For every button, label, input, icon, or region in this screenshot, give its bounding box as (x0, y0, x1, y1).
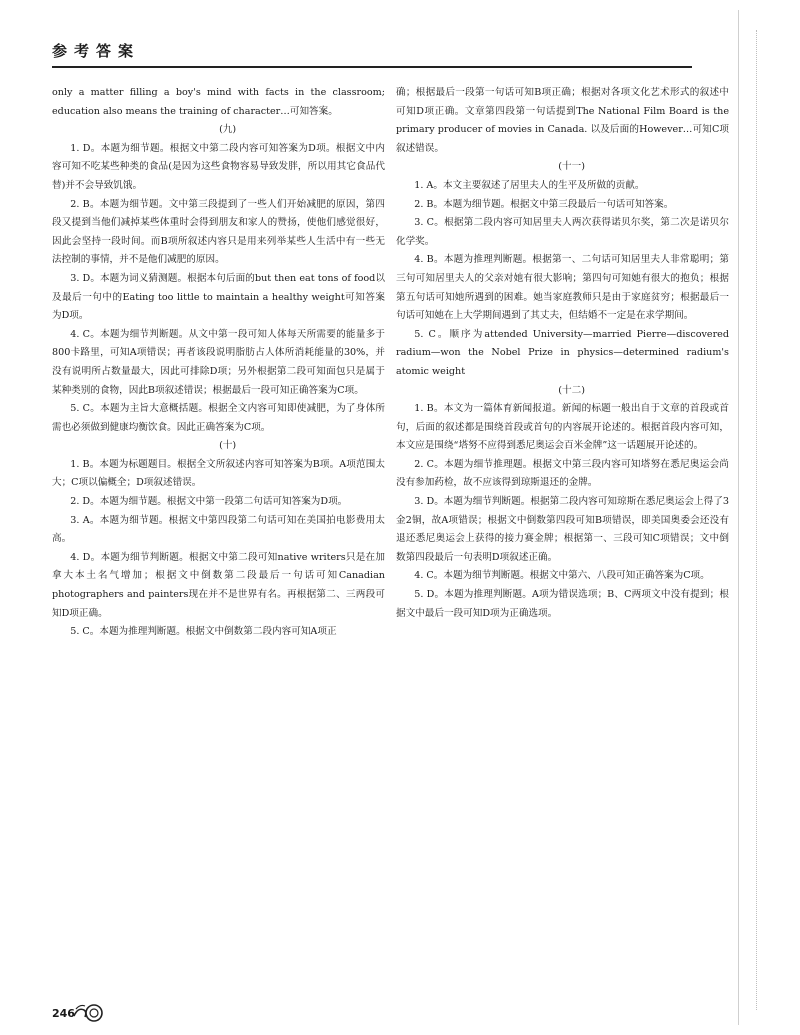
answer-paragraph: 2. B。本题为细节题。根据文中第三段最后一句话可知答案。 (414, 198, 674, 210)
answer-paragraph: 3. C。根据第二段内容可知居里夫人两次获得诺贝尔奖，第二次是诺贝尔化学奖。 (396, 217, 729, 247)
answer-paragraph: 1. B。本文为一篇体育新闻报道。新闻的标题一般出自于文章的首段或首句，后面的叙述都是围绕首段或首句的内容展开论述的。根据首段内容可知，本文应是围绕“塔努不应得到悉尼奥运会百米金牌”这一话题展开论述的。 (396, 403, 729, 452)
answer-paragraph: 确；根据最后一段第一句话可知B项正确；根据对各项文化艺术形式的叙述中可知D项正确。文章第四段第一句话提到The National Film Board is the primary producer of movies in Canada. 以及后面的However…可知C项叙述错误。 (396, 87, 729, 154)
answer-paragraph: 5. C。本题为推理判断题。根据文中倒数第二段内容可知A项正 (70, 626, 337, 638)
page-number: 246 (52, 1007, 75, 1020)
scan-edge-line (738, 10, 739, 1025)
answer-paragraph: 3. A。本题为细节题。根据文中第四段第二句话可知在美国拍电影费用太高。 (52, 514, 385, 545)
publisher-logo-icon (72, 1001, 106, 1023)
section-title: (十) (219, 440, 237, 452)
header-rule (52, 66, 692, 68)
section-title: (九) (219, 124, 237, 136)
answer-paragraph: 2. B。本题为细节题。文中第三段提到了一些人们开始减肥的原因，第四段又提到当他们减掉某些体重时会得到朋友和家人的赞扬，使他们感觉很好，因此会坚持一段时间。而B项所叙述内容只是用来列举某些人生活中有一些无法控制的事情，并不是他们减肥的原因。 (52, 198, 385, 266)
answer-paragraph: 1. B。本题为标题题目。根据全文所叙述内容可知答案为B项。A项范围太大；C项以偏概全；D项叙述错误。 (52, 458, 385, 489)
scan-edge-line (756, 30, 757, 1010)
section-title: (十一) (558, 161, 585, 173)
answer-paragraph: 5. C。本题为主旨大意概括题。根据全文内容可知即使减肥，为了身体所需也必须做到健康均衡饮食。因此正确答案为C项。 (52, 403, 385, 433)
answer-paragraph: 1. D。本题为细节题。根据文中第二段内容可知答案为D项。根据文中内容可知不吃某些种类的食品(是因为这些食物容易导致发胖，所以用其它食品代替)并不会导致饥饿。 (52, 142, 385, 191)
answer-paragraph: only a matter filling a boy's mind with facts in the classroom; education also means the training of character…可知答案。 (52, 87, 385, 117)
right-column (396, 84, 729, 623)
answer-paragraph: 4. C。本题为细节判断题。根据文中第六、八段可知正确答案为C项。 (414, 570, 710, 582)
answer-paragraph: 4. B。本题为推理判断题。根据第一、二句话可知居里夫人非常聪明；第三句可知居里夫人的父亲对她有很大影响；第四句可知她有很大的抱负；根据第五句话可知她所遇到的困难。她当家庭教师只是由于家庭贫穷；根据最后一句话可知她在上大学期间遇到了其丈夫，但结婚不一定是在求学期间。 (396, 254, 729, 322)
section-title: (十二) (558, 384, 585, 396)
answer-paragraph: 2. D。本题为细节题。根据文中第一段第二句话可知答案为D项。 (70, 496, 348, 508)
answer-paragraph: 5. D。本题为推理判断题。A项为错误选项；B、C两项文中没有提到；根据文中最后一段可知D项为正确选项。 (396, 589, 729, 619)
running-header: 参考答案 (52, 42, 141, 60)
answer-paragraph: 3. D。本题为细节判断题。根据第二段内容可知琼斯在悉尼奥运会上得了3金2铜，故A项错误；根据文中倒数第四段可知B项错误，即美国奥委会还没有退还悉尼奥运会上获得的接力赛金牌；根据第一、三段可知C项错误；文中倒数第四段最后一句表明D项叙述正确。 (396, 496, 729, 563)
left-column (52, 84, 385, 642)
answer-paragraph: 1. A。本文主要叙述了居里夫人的生平及所做的贡献。 (414, 179, 645, 191)
answer-paragraph: 4. C。本题为细节判断题。从文中第一段可知人体每天所需要的能量多于800卡路里，可知A项错误；再者该段说明脂肪占人体所消耗能量的30%，并没有说明所占数量最大，因此可排除D项；另外根据第二段可知面包只是属于某种类别的食物，因此B项叙述错误；根据最后一段可知正确答案为C项。 (52, 328, 385, 396)
answer-paragraph: 5. C。顺序为attended University—married Pierre—discovered radium—won the Nobel Prize in physics—determined radium's atomic weight (396, 328, 729, 377)
answer-paragraph: 2. C。本题为细节推理题。根据文中第三段内容可知塔努在悉尼奥运会尚没有参加药检，故不应该得到琼斯退还的金牌。 (396, 458, 729, 489)
answer-paragraph: 4. D。本题为细节判断题。根据文中第二段可知native writers只是在加拿大本土名气增加；根据文中倒数第二段最后一句话可知Canadian photographers and painters现在并不是世界有名。再根据第二、三两段可知D项正确。 (52, 551, 385, 619)
answer-paragraph: 3. D。本题为词义猜测题。根据本句后面的but then eat tons of food以及最后一句中的Eating too little to maintain a healthy weight可知答案为D项。 (52, 272, 385, 322)
